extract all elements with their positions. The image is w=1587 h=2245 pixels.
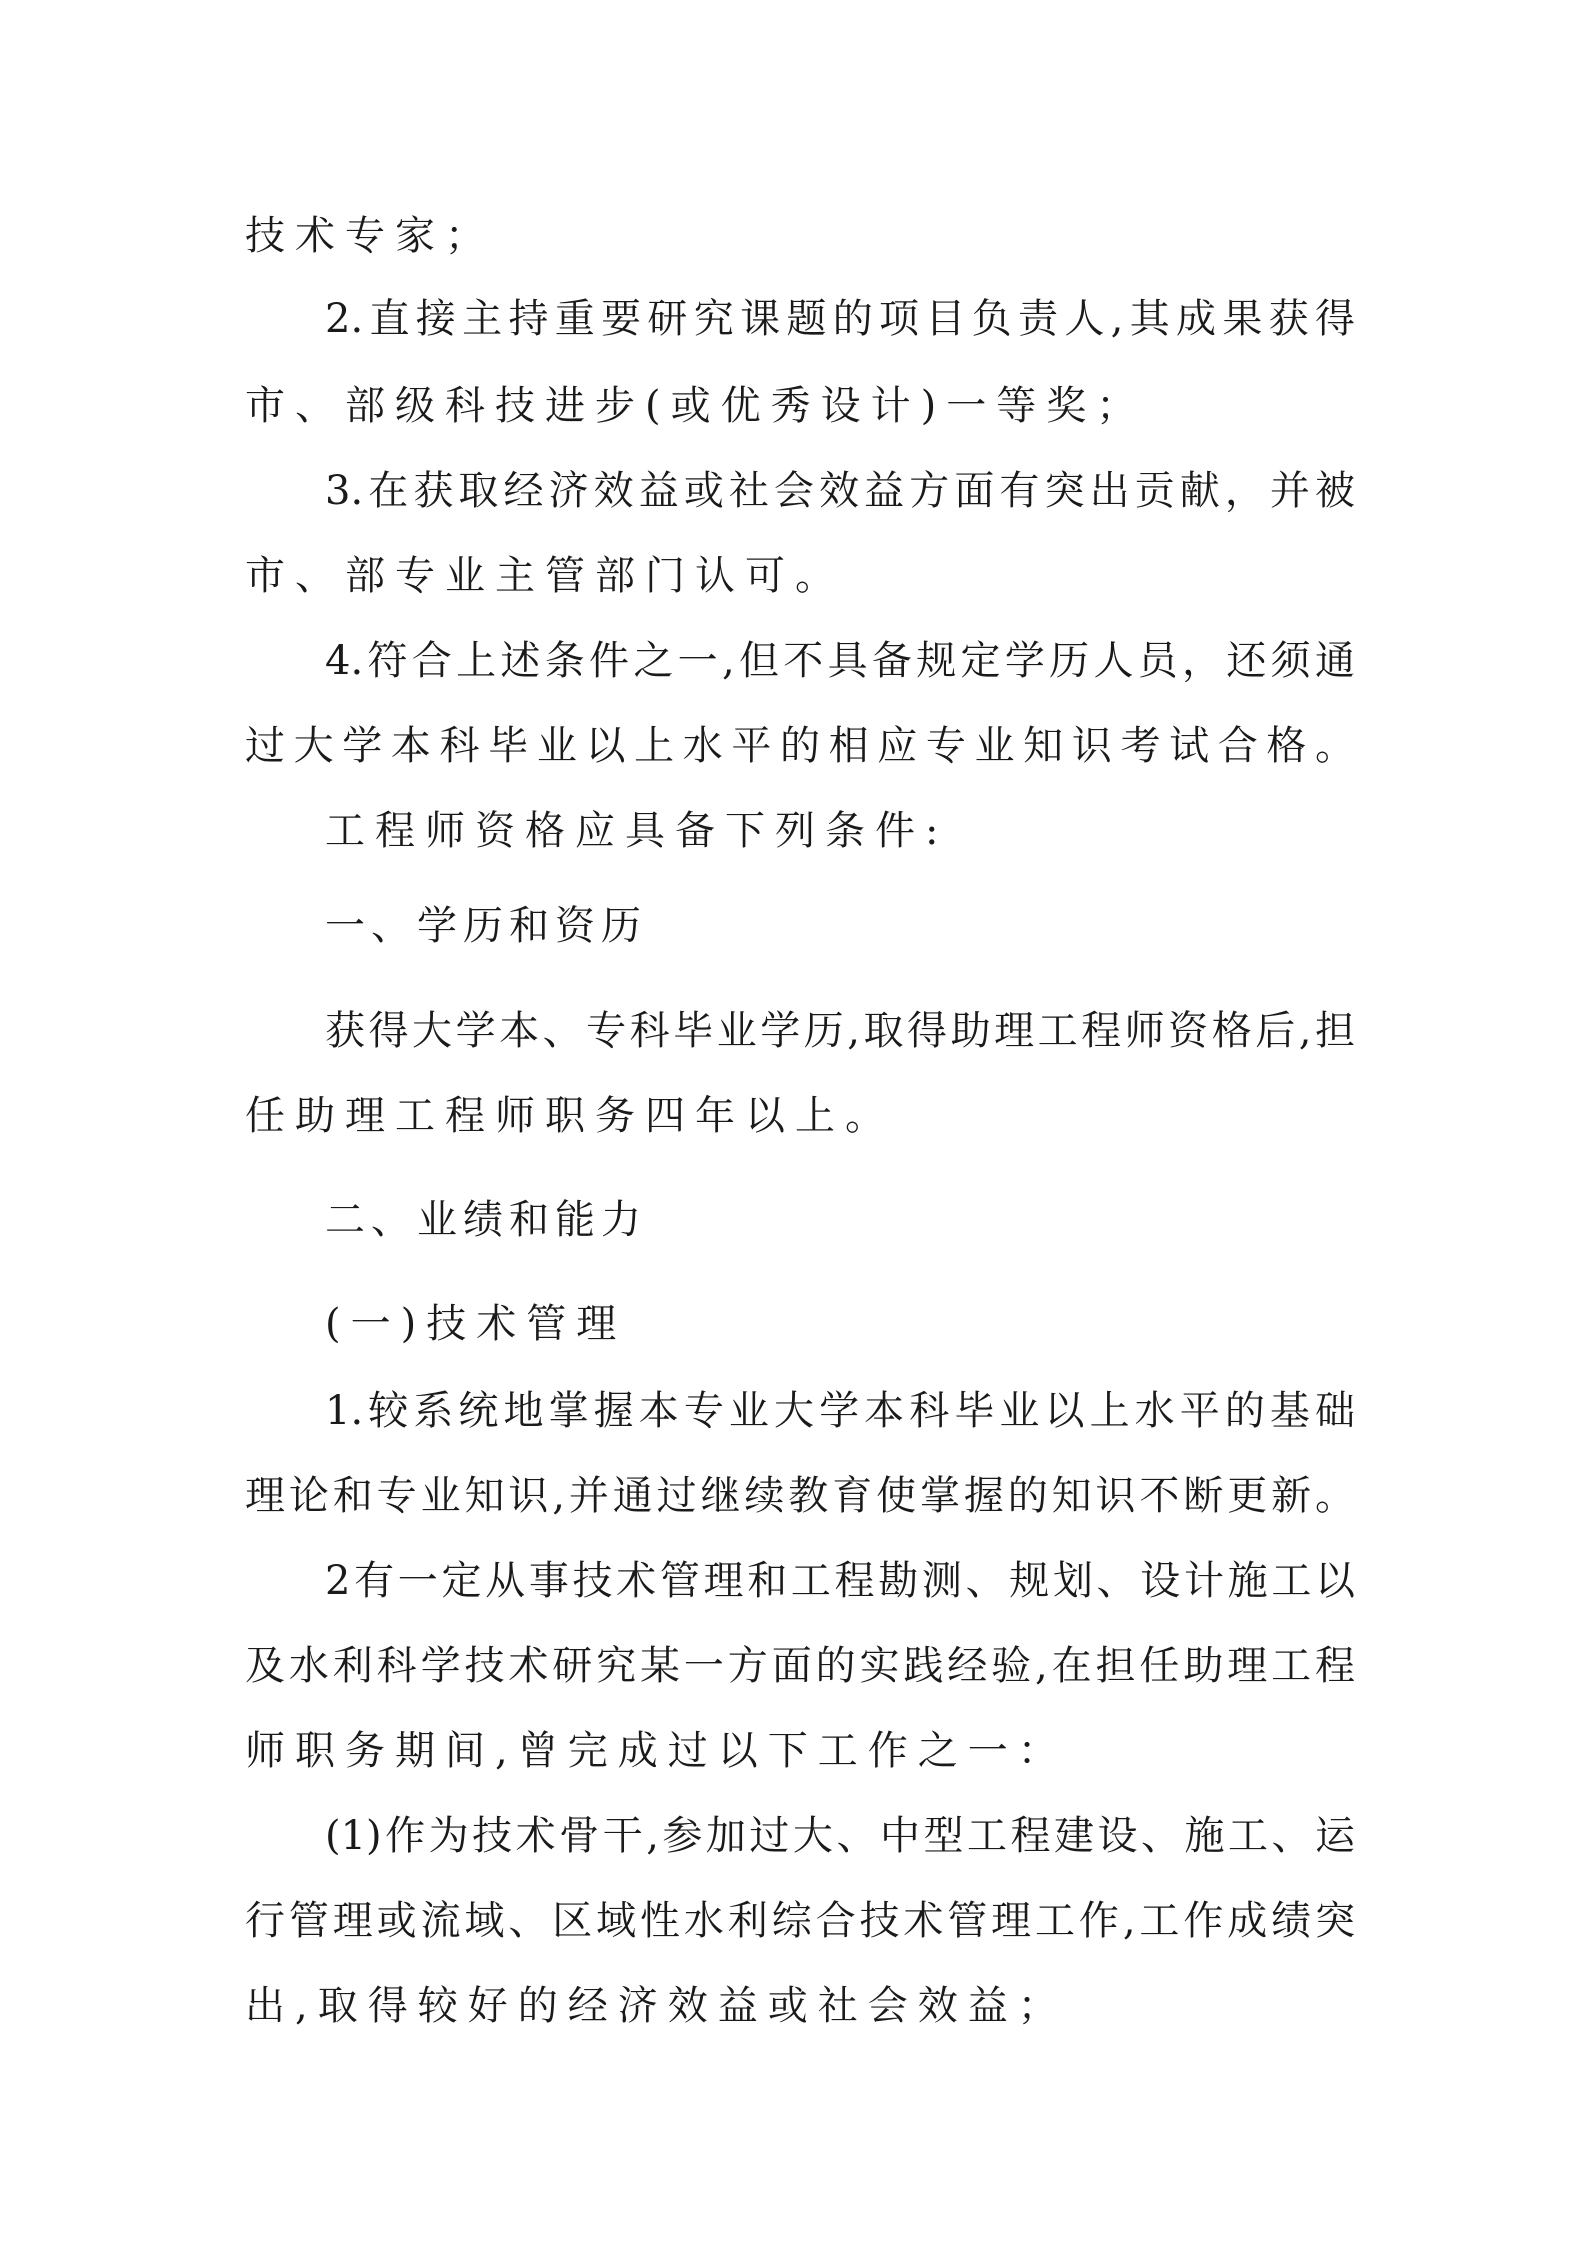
text-line: 1.较系统地掌握本专业大学本科毕业以上水平的基础 [325, 1388, 1355, 1434]
text-line: 2有一定从事技术管理和工程勘测、规划、设计施工以 [325, 1558, 1355, 1604]
section-heading: 一、学历和资历 [325, 903, 647, 949]
text-line: 市、部专业主管部门认可。 [245, 553, 845, 599]
text-line: (1)作为技术骨干,参加过大、中型工程建设、施工、运 [325, 1813, 1355, 1859]
text-line: 行管理或流域、区域性水利综合技术管理工作,工作成绩突 [245, 1898, 1355, 1944]
text-line: 2.直接主持重要研究课题的项目负责人,其成果获得 [325, 296, 1355, 342]
text-line: 理论和专业知识,并通过继续教育使掌握的知识不断更新。 [245, 1473, 1355, 1519]
text-line: 市、部级科技进步(或优秀设计)一等奖； [245, 383, 1147, 429]
text-line: 出,取得较好的经济效益或社会效益； [245, 1983, 1068, 2029]
text-line: 过大学本科毕业以上水平的相应专业知识考试合格。 [245, 723, 1355, 769]
text-line: 3.在获取经济效益或社会效益方面有突出贡献，并被 [325, 468, 1355, 514]
text-line: 及水利科学技术研究某一方面的实践经验,在担任助理工程 [245, 1643, 1355, 1689]
text-line: 4.符合上述条件之一,但不具备规定学历人员，还须通 [325, 638, 1355, 684]
text-line: 技术专家； [245, 213, 495, 259]
section-heading: 二、业绩和能力 [325, 1197, 647, 1243]
subsection-heading: (一)技术管理 [325, 1301, 627, 1347]
text-line: 获得大学本、专科毕业学历,取得助理工程师资格后,担 [325, 1008, 1355, 1054]
text-line: 任助理工程师职务四年以上。 [245, 1093, 895, 1139]
text-line: 师职务期间,曾完成过以下工作之一： [245, 1728, 1068, 1774]
text-line: 工程师资格应具备下列条件: [325, 808, 949, 854]
